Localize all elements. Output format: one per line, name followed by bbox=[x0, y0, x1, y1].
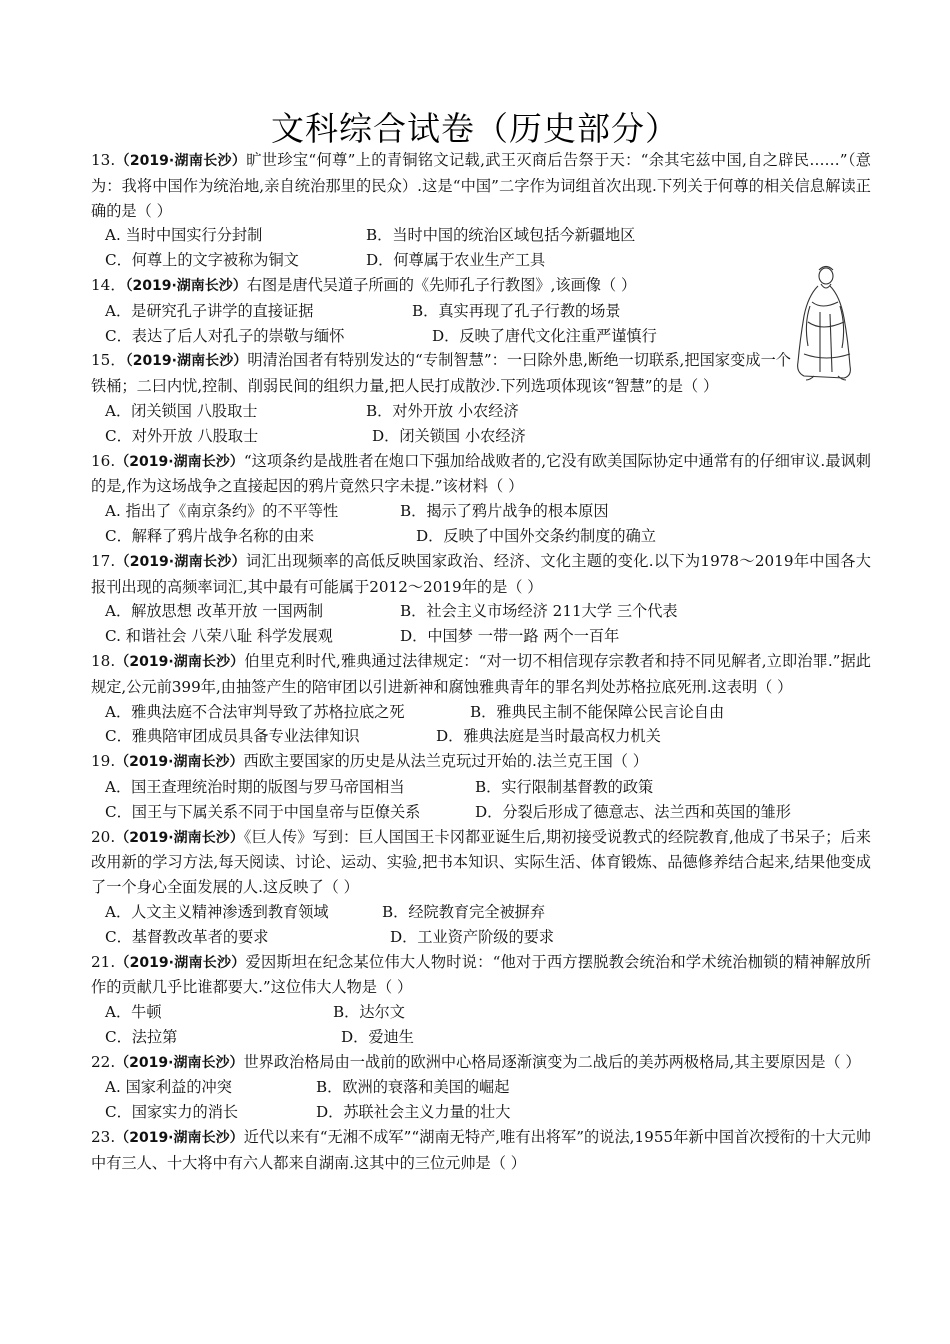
answer-option[interactable]: D．闭关锁国 小农经济 bbox=[372, 426, 526, 445]
answer-option[interactable]: B．社会主义市场经济 211大学 三个代表 bbox=[400, 602, 678, 621]
option-row bbox=[91, 1000, 871, 1025]
answer-option[interactable]: D．爱迪生 bbox=[341, 1027, 414, 1046]
answer-option[interactable]: B．对外开放 小农经济 bbox=[366, 401, 519, 420]
question-number: 20. bbox=[91, 827, 116, 846]
answer-option[interactable]: D．中国梦 一带一路 两个一百年 bbox=[400, 627, 620, 646]
option-row bbox=[91, 775, 871, 800]
question-number: 18. bbox=[91, 651, 116, 670]
answer-option[interactable]: C．表达了后人对孔子的崇敬与缅怀 bbox=[105, 326, 345, 345]
answer-option[interactable]: B．欧洲的衰落和美国的崛起 bbox=[316, 1078, 510, 1097]
question-number: 23. bbox=[91, 1128, 116, 1147]
question-text: 伯里克利时代,雅典通过法律规定：“对一切不相信现存宗教者和持不同见解者,立即治罪.”据此规定,公元前399年,由抽签产生的陪审团以引进新神和腐蚀雅典青年的罪名判处苏格拉底死刑.这表明（ ） bbox=[91, 651, 871, 696]
option-row bbox=[91, 724, 871, 749]
question-number: 13. bbox=[91, 151, 116, 169]
question-source: （2019·湖南长沙） bbox=[115, 1130, 244, 1147]
question-text: 词汇出现频率的高低反映国家政治、经济、文化主题的变化.以下为1978～2019年中国各大报刊出现的高频率词汇,其中最有可能属于2012～2019年的是（ ） bbox=[91, 551, 871, 596]
answer-option[interactable]: B．经院教育完全被摒弃 bbox=[382, 902, 546, 921]
answer-option[interactable]: B．达尔文 bbox=[333, 1003, 405, 1022]
question-text: 西欧主要国家的历史是从法兰克玩过开始的.法兰克王国（ ） bbox=[243, 752, 648, 771]
question-source: （2019·湖南长沙） bbox=[125, 277, 247, 294]
option-row bbox=[91, 1075, 871, 1100]
question-block bbox=[91, 950, 871, 1050]
question-text: 明清治国者有特别发达的“专制智慧”：一曰除外患,断绝一切联系,把国家变成一个铁桶；二曰内忧,控制、削弱民间的组织力量,把人民打成散沙.下列选项体现该“智慧”的是（ ） bbox=[91, 351, 791, 396]
question-block bbox=[91, 273, 871, 348]
question-block bbox=[91, 649, 871, 749]
question-number: 15． bbox=[91, 351, 126, 370]
question-stem bbox=[91, 449, 871, 500]
answer-option[interactable]: C．基督教改革者的要求 bbox=[105, 927, 269, 946]
option-row bbox=[91, 925, 871, 950]
option-row bbox=[91, 223, 871, 248]
question-stem bbox=[91, 825, 871, 900]
question-number: 21. bbox=[91, 952, 116, 971]
question-number: 14． bbox=[91, 275, 126, 294]
option-row bbox=[91, 499, 871, 524]
question-number: 22. bbox=[91, 1052, 116, 1071]
question-block bbox=[91, 825, 871, 950]
question-text: 近代以来有“无湘不成军”“湖南无特产,唯有出将军”的说法,1955年新中国首次授衔的十大元帅中有三人、十大将中有六人都来自湖南.这其中的三位元帅是（ ） bbox=[91, 1128, 871, 1172]
question-source: （2019·湖南长沙） bbox=[115, 829, 244, 846]
answer-option[interactable]: A．人文主义精神渗透到教育领域 bbox=[105, 902, 329, 921]
option-row bbox=[91, 624, 871, 649]
question-number: 17. bbox=[91, 551, 116, 570]
answer-option[interactable]: C．国王与下属关系不同于中国皇帝与臣僚关系 bbox=[105, 802, 421, 821]
answer-option[interactable]: C．对外开放 八股取士 bbox=[105, 426, 259, 445]
question-block bbox=[91, 1125, 871, 1176]
option-row bbox=[91, 324, 871, 349]
answer-option[interactable]: C．雅典陪审团成员具备专业法律知识 bbox=[105, 727, 360, 746]
answer-option[interactable]: B．当时中国的统治区域包括今新疆地区 bbox=[366, 226, 636, 245]
question-block bbox=[91, 749, 871, 824]
answer-option[interactable]: B．雅典民主制不能保障公民言论自由 bbox=[470, 702, 725, 721]
answer-option[interactable]: C．何尊上的文字被称为铜文 bbox=[105, 251, 299, 270]
option-row bbox=[91, 1025, 871, 1050]
question-block bbox=[91, 348, 871, 448]
option-row bbox=[91, 599, 871, 624]
question-source: （2019·湖南长沙） bbox=[115, 754, 244, 771]
option-row bbox=[91, 1100, 871, 1125]
question-number: 19. bbox=[91, 752, 116, 771]
answer-option[interactable]: C．国家实力的消长 bbox=[105, 1103, 239, 1122]
question-stem bbox=[91, 148, 871, 223]
option-row bbox=[91, 424, 871, 449]
question-text: “这项条约是战胜者在炮口下强加给战败者的,它没有欧美国际协定中通常有的仔细审议.最讽刺的是,作为这场战争之直接起因的鸦片竟然只字未提.”该材料（ ） bbox=[91, 451, 871, 496]
option-row bbox=[91, 700, 871, 725]
answer-option[interactable]: D．反映了唐代文化注重严谨慎行 bbox=[432, 326, 657, 345]
question-list bbox=[91, 148, 871, 1176]
answer-option[interactable]: D．工业资产阶级的要求 bbox=[390, 927, 555, 946]
option-row bbox=[91, 800, 871, 825]
question-stem bbox=[91, 649, 871, 700]
question-block bbox=[91, 148, 871, 273]
answer-option[interactable]: C. 和谐社会 八荣八耻 科学发展观 bbox=[105, 627, 333, 646]
answer-option[interactable]: D．反映了中国外交条约制度的确立 bbox=[416, 526, 656, 545]
question-text: 右图是唐代吴道子所画的《先师孔子行教图》,该画像（ ） bbox=[246, 275, 637, 294]
question-block bbox=[91, 549, 871, 649]
option-row bbox=[91, 399, 871, 424]
question-stem bbox=[91, 273, 791, 299]
question-source: （2019·湖南长沙） bbox=[115, 153, 247, 169]
answer-option[interactable]: B．真实再现了孔子行教的场景 bbox=[412, 301, 621, 320]
answer-option[interactable]: A．解放思想 改革开放 一国两制 bbox=[105, 602, 324, 621]
question-number: 16. bbox=[91, 451, 116, 470]
question-text: 旷世珍宝“何尊”上的青铜铭文记载,武王灭商后告祭于天：“余其宅兹中国,自之辟民……”（意为：我将中国作为统治地,亲自统治那里的民众）.这是“中国”二字作为词组首次出现.下列关于何尊的相关信息解读正确的是（ ） bbox=[91, 151, 871, 220]
question-stem bbox=[91, 348, 791, 399]
option-row bbox=[91, 524, 871, 549]
question-text: 世界政治格局由一战前的欧洲中心格局逐渐演变为二战后的美苏两极格局,其主要原因是（ ） bbox=[243, 1052, 861, 1071]
answer-option[interactable]: D．分裂后形成了德意志、法兰西和英国的雏形 bbox=[475, 802, 791, 821]
question-stem bbox=[91, 749, 871, 775]
answer-option[interactable]: B．实行限制基督教的政策 bbox=[475, 777, 654, 796]
answer-option[interactable]: D．苏联社会主义力量的壮大 bbox=[316, 1103, 511, 1122]
answer-option[interactable]: A. 指出了《南京条约》的不平等性 bbox=[105, 502, 339, 521]
question-block bbox=[91, 449, 871, 549]
answer-option[interactable]: A．是研究孔子讲学的直接证据 bbox=[105, 301, 314, 320]
option-row bbox=[91, 248, 871, 273]
question-stem bbox=[91, 950, 871, 1001]
answer-option[interactable]: B．揭示了鸦片战争的根本原因 bbox=[400, 502, 609, 521]
question-block bbox=[91, 1050, 871, 1125]
answer-option[interactable]: A．雅典法庭不合法审判导致了苏格拉底之死 bbox=[105, 702, 405, 721]
question-stem bbox=[91, 1125, 871, 1176]
answer-option[interactable]: D．雅典法庭是当时最高权力机关 bbox=[436, 727, 661, 746]
option-row bbox=[91, 900, 871, 925]
question-text: 《巨人传》写到：巨人国国王卡冈都亚诞生后,期初接受说教式的经院教育,他成了书呆子；后来改用新的学习方法,每天阅读、讨论、运动、实验,把书本知识、实际生活、体育锻炼、品德修养结合起来,结果他变成了一个身心全面发展的人.这反映了（ ） bbox=[91, 827, 871, 897]
question-source: （2019·湖南长沙） bbox=[115, 553, 246, 570]
question-source: （2019·湖南长沙） bbox=[115, 453, 244, 470]
question-stem bbox=[91, 549, 871, 600]
page-title: 文科综合试卷（历史部分） bbox=[271, 109, 679, 148]
answer-option[interactable]: A．国王查理统治时期的版图与罗马帝国相当 bbox=[105, 777, 405, 796]
question-source: （2019·湖南长沙） bbox=[125, 353, 248, 370]
answer-option[interactable]: A．闭关锁国 八股取士 bbox=[105, 401, 258, 420]
answer-option[interactable]: A. 国家利益的冲突 bbox=[105, 1078, 232, 1097]
answer-option[interactable]: C．解释了鸦片战争名称的由来 bbox=[105, 526, 315, 545]
question-source: （2019·湖南长沙） bbox=[115, 653, 245, 670]
answer-option[interactable]: D．何尊属于农业生产工具 bbox=[366, 251, 546, 270]
question-source: （2019·湖南长沙） bbox=[115, 954, 246, 971]
question-text: 爱因斯坦在纪念某位伟大人物时说：“他对于西方摆脱教会统治和学术统治枷锁的精神解放所作的贡献几乎比谁都要大.”这位伟大人物是（ ） bbox=[91, 952, 871, 997]
question-source: （2019·湖南长沙） bbox=[115, 1054, 244, 1071]
answer-option[interactable]: A．牛顿 bbox=[105, 1003, 162, 1022]
answer-option[interactable]: C．法拉第 bbox=[105, 1027, 178, 1046]
option-row bbox=[91, 299, 871, 324]
answer-option[interactable]: A. 当时中国实行分封制 bbox=[105, 226, 263, 245]
question-stem bbox=[91, 1050, 871, 1076]
